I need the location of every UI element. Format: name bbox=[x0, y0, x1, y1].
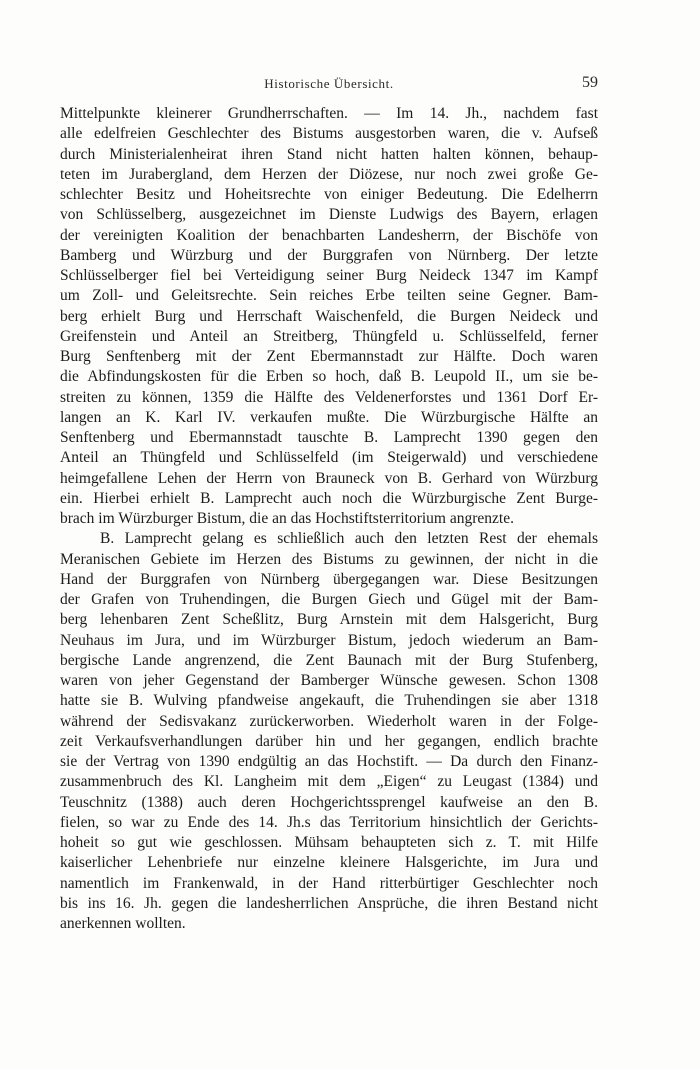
text-line: zusammenbruch des Kl. Langheim mit dem „Eigen“ zu Leugast (1384) und bbox=[60, 773, 598, 791]
text-line: langen an K. Karl IV. verkaufen mußte. Die Würzburgische Hälfte an bbox=[60, 408, 598, 426]
text-line: anerkennen wollten. bbox=[60, 915, 186, 932]
text-line: Bamberg und Würzburg und der Burggrafen von Nürnberg. Der letzte bbox=[60, 246, 598, 264]
text-line: teten im Jurabergland, dem Herzen der Diözese, nur noch zwei große Ge- bbox=[60, 165, 598, 183]
text-line: B. Lamprecht gelang es schließlich auch den letzten Rest der ehemals bbox=[100, 530, 598, 548]
text-line: berg lehenbaren Zent Scheßlitz, Burg Arnstein mit dem Halsgericht, Burg bbox=[60, 611, 598, 629]
text-line: hatte sie B. Wulving pfandweise angekauft, die Truhendingen sie aber 1318 bbox=[60, 692, 598, 710]
text-line: bis ins 16. Jh. gegen die landesherrlichen Ansprüche, die ihren Bestand nicht bbox=[60, 894, 598, 912]
running-title: Historische Übersicht. bbox=[264, 76, 394, 91]
text-line: Schlüsselberger fiel bei Verteidigung seiner Burg Neideck 1347 im Kampf bbox=[60, 267, 598, 284]
text-line: während der Sedisvakanz zurückerworben. Wiederholt waren in der Folge- bbox=[60, 712, 598, 730]
body-text bbox=[60, 104, 598, 934]
text-line: streiten zu können, 1359 die Hälfte des Veldenerforstes und 1361 Dorf Er- bbox=[60, 388, 598, 406]
text-line: Meranischen Gebiete im Herzen des Bistums zu gewinnen, der nicht in die bbox=[60, 550, 598, 568]
text-line: Neuhaus im Jura, und im Würzburger Bistum, jedoch wiederum an Bam- bbox=[60, 631, 598, 649]
text-line: die Abfindungskosten für die Erben so hoch, daß B. Leupold II., um sie be- bbox=[60, 368, 598, 386]
text-line: fielen, so war zu Ende des 14. Jh.s das Territorium hinsichtlich der Gerichts- bbox=[60, 813, 598, 831]
running-head bbox=[60, 76, 598, 96]
text-line: sie der Vertrag von 1390 endgültig an das Hochstift. — Da durch den Finanz- bbox=[60, 753, 598, 770]
text-line: Burg Senftenberg mit der Zent Ebermannstadt zur Hälfte. Doch waren bbox=[60, 348, 598, 365]
text-line: namentlich im Frankenwald, in der Hand ritterbürtiger Geschlechter noch bbox=[60, 874, 598, 892]
text-line: zeit Verkaufsverhandlungen darüber hin und her gegangen, endlich brachte bbox=[60, 732, 598, 750]
text-line: Anteil an Thüngfeld und Schlüsselfeld (im Steigerwald) und verschiedene bbox=[60, 449, 598, 467]
text-line: durch Ministerialenheirat ihren Stand nicht hatten halten können, behaup- bbox=[60, 145, 598, 163]
text-line: heimgefallene Lehen der Herrn von Brauneck von B. Gerhard von Würzburg bbox=[60, 469, 598, 487]
text-line: der vereinigten Koalition der benachbarten Landesherrn, der Bischöfe von bbox=[60, 226, 598, 244]
text-line: Senftenberg und Ebermannstadt tauschte B. Lamprecht 1390 gegen den bbox=[60, 429, 598, 446]
text-line: bergische Lande angrenzend, die Zent Baunach mit der Burg Stufenberg, bbox=[60, 651, 598, 669]
text-line: schlechter Besitz und Hoheitsrechte von einiger Bedeutung. Die Edelherrn bbox=[60, 186, 598, 203]
page-number: 59 bbox=[582, 74, 598, 91]
text-line: berg erhielt Burg und Herrschaft Waischenfeld, die Burgen Neideck und bbox=[60, 307, 598, 325]
text-line: ein. Hierbei erhielt B. Lamprecht auch noch die Würzburgische Zent Burge- bbox=[60, 489, 598, 507]
text-line: alle edelfreien Geschlechter des Bistums ausgestorben waren, die v. Aufseß bbox=[60, 125, 598, 143]
text-line: hoheit so gut wie geschlossen. Mühsam behaupteten sich z. T. mit Hilfe bbox=[60, 834, 598, 851]
text-line: brach im Würzburger Bistum, die an das Hochstiftsterritorium angrenzte. bbox=[60, 510, 514, 527]
text-line: der Grafen von Truhendingen, die Burgen Giech und Gügel mit der Bam- bbox=[60, 591, 598, 608]
text-line: um Zoll- und Geleitsrechte. Sein reiches Erbe teilten seine Gegner. Bam- bbox=[60, 287, 598, 305]
text-line: kaiserlicher Lehenbriefe nur einzelne kleinere Halsgerichte, im Jura und bbox=[60, 854, 598, 872]
text-line: Hand der Burggrafen von Nürnberg übergegangen war. Diese Besitzungen bbox=[60, 570, 598, 588]
text-line: von Schlüsselberg, ausgezeichnet im Dienste Ludwigs des Bayern, erlagen bbox=[60, 206, 598, 224]
text-line: Greifenstein und Anteil an Streitberg, Thüngfeld u. Schlüsselfeld, ferner bbox=[60, 327, 598, 345]
text-line: Mittelpunkte kleinerer Grundherrschaften. — Im 14. Jh., nachdem fast bbox=[60, 105, 598, 122]
text-line: waren von jeher Gegenstand der Bamberger Wünsche gewesen. Schon 1308 bbox=[60, 672, 598, 689]
text-line: Teuschnitz (1388) auch deren Hochgerichtssprengel kaufweise an den B. bbox=[60, 793, 598, 811]
